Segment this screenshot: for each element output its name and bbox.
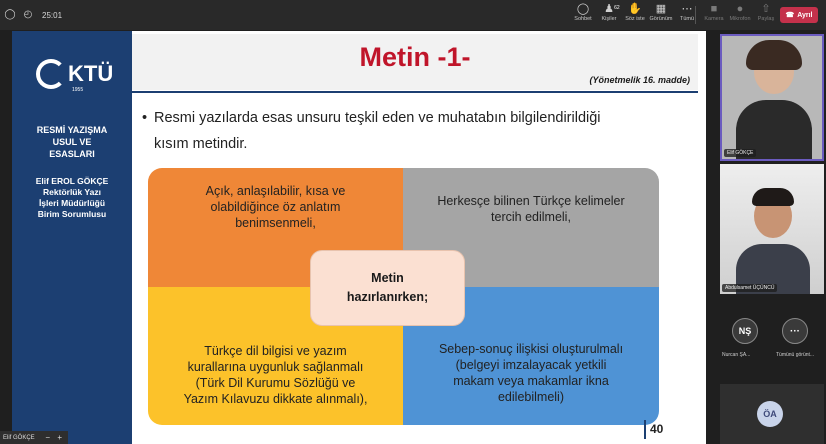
quadrant-text: Açık, anlaşılabilir, kısa ve (205, 184, 346, 198)
author-role-line: Rektörlük Yazı (43, 187, 101, 197)
show-all-label: Tümünü görünt... (776, 352, 815, 358)
camera-off-icon: ■ (710, 3, 718, 15)
bullet-text (142, 105, 698, 157)
chat-icon: ◯ (576, 3, 590, 15)
participant-avatar[interactable]: ÖA (757, 401, 783, 427)
raise-hand-label: Söz iste (625, 16, 645, 22)
center-label: hazırlanırken; (346, 290, 429, 304)
share-icon: ⇧ (761, 3, 771, 15)
center-label: Metin (371, 271, 404, 285)
view-button[interactable] (650, 2, 672, 22)
slide-title: Metin -1- (359, 42, 471, 72)
mic-button[interactable] (728, 2, 752, 22)
slide-sidebar (12, 31, 132, 444)
ktu-logo (36, 57, 114, 93)
side-title-line: USUL VE (52, 137, 92, 147)
center-label-box (310, 250, 465, 326)
meeting-toolbar (0, 0, 826, 30)
zoom-in-button[interactable]: + (57, 433, 63, 442)
share-label: Paylaş (757, 16, 775, 22)
people-label: Kişiler (601, 16, 617, 22)
quadrant-text: (Türk Dil Kurumu Sözlüğü ve (195, 376, 356, 390)
view-icon: ▦ (655, 3, 667, 15)
toolbar-divider (695, 6, 696, 24)
chat-button[interactable] (572, 2, 594, 22)
people-button[interactable] (598, 2, 620, 22)
meeting-timer: 25:01 (42, 10, 63, 20)
title-band (132, 34, 698, 90)
side-title-line: ESASLARI (49, 149, 95, 159)
page-number-rule (644, 420, 646, 439)
camera-label: Kamera (704, 16, 724, 22)
participant-avatar[interactable]: NŞ (732, 318, 758, 344)
participant-video-2[interactable] (720, 164, 824, 294)
leave-button[interactable] (780, 7, 818, 23)
chat-label: Sohbet (574, 16, 592, 22)
clock-icon: ◴ (23, 9, 33, 20)
toolbar-left (0, 9, 62, 21)
bullet-dot-icon: • (142, 110, 148, 126)
logo-ring-icon (36, 59, 66, 89)
quadrant-text: Herkesçe bilinen Türkçe kelimeler (437, 194, 625, 208)
participant-name-tag: Abdulsamet ÜÇÜNCÜ (722, 284, 777, 292)
zoom-controls (0, 431, 68, 444)
title-rule (132, 91, 698, 93)
quadrant-text: Yazım Kılavuzu dikkate alınmalı), (183, 392, 368, 406)
shield-icon[interactable]: ◯ (4, 9, 16, 20)
page-number: 40 (650, 422, 664, 436)
bullet-line: kısım metindir. (154, 136, 248, 152)
quadrant-text: benimsenmeli, (235, 216, 316, 230)
author-role-line: Birim Sorumlusu (37, 209, 107, 219)
leave-label: Ayrıl (797, 11, 813, 19)
toolbar-actions (572, 2, 698, 22)
quadrant-text: makam veya makamlar ikna (453, 374, 609, 388)
show-all-participants-button[interactable]: ··· (782, 318, 808, 344)
quadrant-text: kurallarına uygunluk sağlanmalı (187, 360, 364, 374)
participant-name-tag: Elif GÖKÇE (724, 149, 756, 157)
participant-hair (752, 188, 794, 206)
quadrant-text: edilebilmeli) (497, 390, 564, 404)
side-title-line: RESMİ YAZIŞMA (36, 125, 108, 135)
logo-year: 1955 (72, 87, 84, 93)
quadrant-text: Türkçe dil bilgisi ve yazım (204, 344, 347, 358)
participant-avatar-name: Nurcan ŞA... (722, 352, 751, 358)
camera-button[interactable] (702, 2, 726, 22)
participant-hair (746, 40, 802, 70)
participant-video-1[interactable] (720, 34, 824, 161)
more-label: Tümü (679, 16, 695, 22)
zoom-out-button[interactable]: − (45, 433, 51, 442)
author-role-line: İşleri Müdürlüğü (38, 198, 106, 208)
share-button[interactable] (754, 2, 778, 22)
more-icon: ⋯ (681, 3, 693, 15)
logo-text: KTÜ (68, 61, 114, 86)
people-icon: ♟ 62 (604, 3, 620, 15)
raise-hand-button[interactable] (624, 2, 646, 22)
slide-subtitle: (Yönetmelik 16. madde) (589, 75, 690, 85)
people-count-badge: 62 (614, 5, 620, 11)
media-controls (702, 2, 778, 22)
quadrant-text: olabildiğince öz anlatım (210, 200, 341, 214)
quadrant-text: (belgeyi imzalayacak yetkili (455, 358, 607, 372)
view-label: Görünüm (649, 16, 673, 22)
mic-off-icon: ● (736, 3, 744, 15)
bullet-line: Resmi yazılarda esas unsuru teşkil eden ve muhatabın bilgilendirildiği (154, 110, 601, 126)
raise-hand-icon: ✋ (628, 3, 642, 15)
phone-hangup-icon: ☎ (785, 12, 795, 19)
presenter-name: Elif GÖKÇE (3, 434, 35, 441)
quadrant-text: tercih edilmeli, (491, 210, 571, 224)
quadrant-text: Sebep-sonuç ilişkisi oluşturulmalı (438, 342, 624, 356)
author-name: Elif EROL GÖKÇE (35, 176, 109, 186)
side-title (18, 124, 126, 160)
mic-label: Mikrofon (729, 16, 751, 22)
side-author (18, 176, 126, 220)
